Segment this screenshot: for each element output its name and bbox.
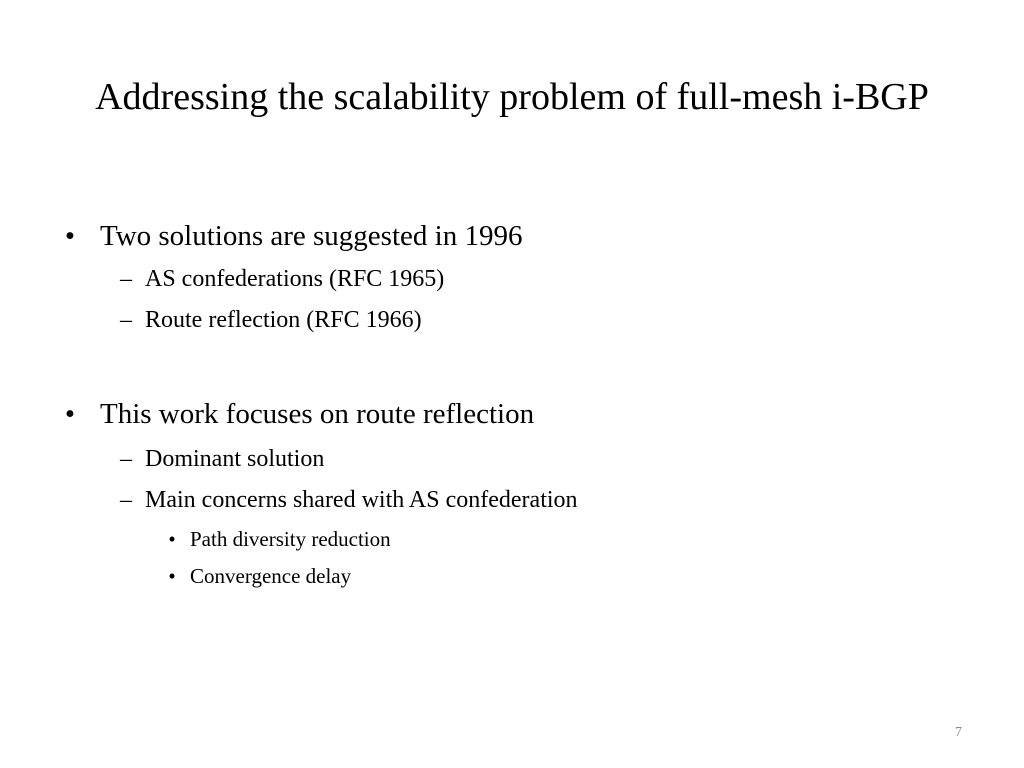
- sub-sub-bullet-text: Convergence delay: [190, 564, 352, 588]
- bullet-marker: •: [64, 398, 76, 430]
- bullet-text: Two solutions are suggested in 1996: [100, 220, 523, 252]
- bullet-marker: •: [168, 564, 176, 588]
- sub-bullet-item: [120, 444, 325, 474]
- sub-bullet-item: [120, 485, 578, 515]
- sub-sub-bullet-item: [168, 563, 352, 589]
- sub-bullet-text: Route reflection (RFC 1966): [145, 307, 422, 333]
- sub-bullet-item: [120, 264, 445, 294]
- bullet-marker: •: [168, 527, 176, 551]
- dash-marker: –: [120, 266, 132, 292]
- sub-bullet-text: AS confederations (RFC 1965): [145, 266, 445, 292]
- bullet-text: This work focuses on route reflection: [100, 398, 535, 430]
- sub-sub-bullet-text: Path diversity reduction: [190, 527, 391, 551]
- bullet-item: [64, 396, 535, 432]
- page-number: 7: [955, 725, 962, 740]
- bullet-marker: •: [64, 220, 76, 252]
- slide-title: Addressing the scalability problem of full-mesh i-BGP: [95, 76, 929, 118]
- sub-bullet-text: Main concerns shared with AS confederation: [145, 487, 578, 513]
- dash-marker: –: [120, 446, 132, 472]
- dash-marker: –: [120, 487, 132, 513]
- dash-marker: –: [120, 307, 132, 333]
- sub-bullet-text: Dominant solution: [145, 446, 325, 472]
- sub-sub-bullet-item: [168, 526, 391, 552]
- bullet-item: [64, 218, 523, 254]
- sub-bullet-item: [120, 305, 422, 335]
